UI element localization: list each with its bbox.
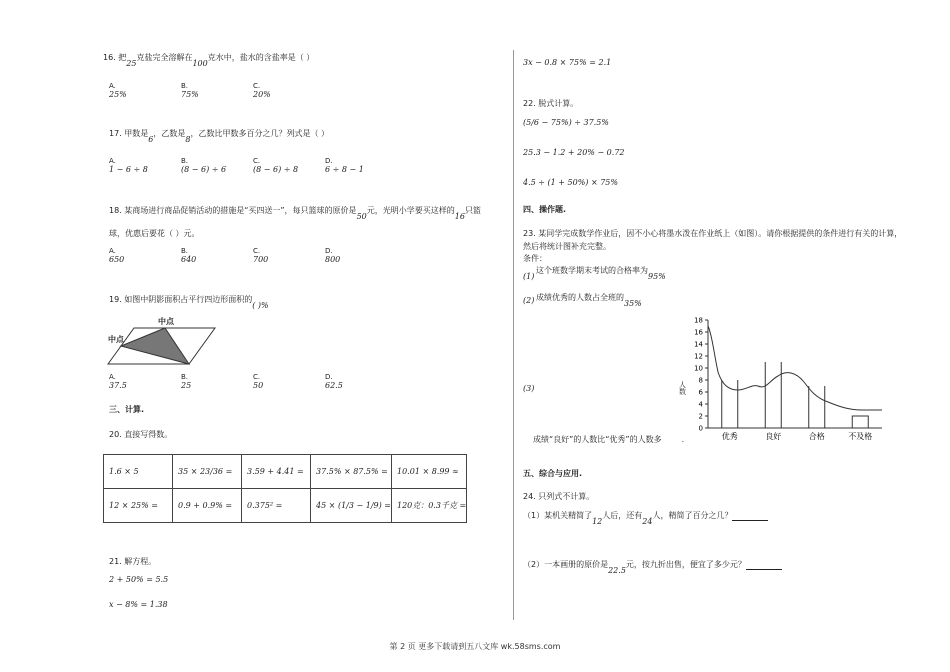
section-5-heading: 五、综合与应用.	[523, 469, 583, 478]
y-tick-label: 10	[694, 364, 703, 373]
q23-conditions-label: 条件：	[523, 254, 547, 263]
calc-cell[interactable]: 37.5% × 87.5% =	[311, 455, 392, 489]
q24-part-2: （2）一本画册的原价是22.5元，按九折出售，便宜了多少元？	[523, 559, 782, 570]
y-tick-label: 12	[694, 352, 703, 361]
condition-3-number: (3)	[523, 384, 535, 393]
x-category-label: 不及格	[848, 432, 873, 441]
q17-option-c[interactable]: C. (8 − 6) ÷ 8	[253, 157, 299, 174]
q17-stem: 17. 甲数是6，乙数是8，乙数比甲数多百分之几？列式是（ ）	[109, 129, 329, 144]
statistics-chart	[686, 314, 896, 444]
y-tick-label: 6	[698, 388, 703, 397]
condition-1-number: (1)	[523, 272, 535, 281]
calc-cell[interactable]: 0.9 + 0.9% =	[173, 489, 242, 523]
q18-option-d[interactable]: D. 800	[325, 247, 341, 264]
ink-blot-outline	[708, 326, 882, 410]
calc-cell[interactable]: 0.375² =	[242, 489, 311, 523]
q23-stem-line2: 然后将统计图补充完整。	[523, 242, 611, 251]
q17-option-b[interactable]: B. (8 − 6) ÷ 6	[181, 157, 227, 174]
q16-stem: 16. 把25克盐完全溶解在100克水中，盐水的含盐率是（ ）	[103, 53, 315, 68]
calc-cell[interactable]: 45 × (1/3 − 1/9) =	[311, 489, 392, 523]
answer-blank-2[interactable]	[746, 561, 782, 570]
calc-cell[interactable]: 120克：0.3千克 =	[392, 489, 467, 523]
q21-stem: 21. 解方程。	[109, 557, 157, 566]
q16-option-b[interactable]: B. 75%	[181, 82, 199, 99]
equation-3: 3x − 0.8 × 75% = 2.1	[523, 58, 612, 67]
y-tick-label: 0	[698, 424, 703, 433]
section-3-heading: 三、计算.	[109, 405, 145, 414]
q17-option-d[interactable]: D. 6 ÷ 8 − 1	[325, 157, 364, 174]
shaded-triangle	[121, 328, 189, 364]
calc-cell[interactable]: 35 × 23/36 =	[173, 455, 242, 489]
y-tick-label: 14	[694, 340, 703, 349]
page-footer: 第 2 页 更多下载请到五八文库 wk.58sms.com	[389, 642, 561, 651]
condition-2: 成绩优秀的人数占全班的35%	[536, 293, 642, 308]
expression-3: 4.5 ÷ (1 + 50%) × 75%	[523, 178, 618, 187]
q20-stem: 20. 直接写得数。	[109, 430, 173, 439]
q18-option-c[interactable]: C. 700	[253, 247, 269, 264]
q16-option-c[interactable]: C. 20%	[253, 82, 271, 99]
condition-2-number: (2)	[523, 296, 535, 305]
q18-stem-line2: 球，优惠后要花（ ）元。	[109, 229, 200, 238]
equation-2: x − 8% = 1.38	[109, 600, 168, 609]
q24-stem: 24. 只列式不计算。	[523, 492, 595, 501]
q22-stem: 22. 脱式计算。	[523, 99, 579, 108]
mental-math-table	[103, 454, 467, 523]
answer-blank-1[interactable]	[732, 512, 768, 521]
q18-option-a[interactable]: A. 650	[109, 247, 125, 264]
chart-y-axis-label: 人数	[679, 381, 686, 396]
x-category-label: 优秀	[721, 432, 738, 441]
q19-option-c[interactable]: C. 50	[253, 373, 264, 390]
bar	[852, 416, 868, 428]
q19-option-d[interactable]: D. 62.5	[325, 373, 343, 390]
section-4-heading: 四、操作题.	[523, 205, 567, 214]
q23-bottom-question: 成绩“良好”的人数比“优秀”的人数多 .	[533, 435, 685, 444]
q19-option-b[interactable]: B. 25	[181, 373, 192, 390]
expression-2: 25.3 − 1.2 + 20% − 0.72	[523, 148, 625, 157]
midpoint-left-label: 中点	[108, 335, 124, 344]
q18-stem-line1: 18. 某商场进行商品促销活动的措施是“买四送一”，每只篮球的原价是50元，光明小学要买这样的16只篮	[109, 206, 481, 221]
y-tick-label: 8	[698, 376, 703, 385]
expression-1: (5/6 − 75%) ÷ 37.5%	[523, 118, 609, 127]
y-tick-label: 18	[694, 316, 703, 325]
q16-option-a[interactable]: A. 25%	[109, 82, 127, 99]
calc-cell[interactable]: 12 × 25% =	[104, 489, 173, 523]
condition-1: 这个班数学期末考试的合格率为95%	[536, 266, 666, 281]
y-tick-label: 2	[698, 412, 703, 421]
q17-option-a[interactable]: A. 1 − 6 ÷ 8	[109, 157, 148, 174]
q24-part-1: （1）某机关精简了12人后，还有24人，精简了百分之几？	[523, 510, 768, 521]
q19-option-a[interactable]: A. 37.5	[109, 373, 127, 390]
calc-cell[interactable]: 3.59 + 4.41 =	[242, 455, 311, 489]
q18-option-b[interactable]: B. 640	[181, 247, 197, 264]
y-tick-label: 16	[694, 328, 703, 337]
x-category-label: 良好	[765, 432, 782, 441]
column-divider	[513, 50, 514, 620]
calc-cell[interactable]: 10.01 × 8.99 ≈	[392, 455, 467, 489]
y-tick-label: 4	[698, 400, 703, 409]
calc-cell[interactable]: 1.6 × 5	[104, 455, 173, 489]
equation-1: 2 + 50% = 5.5	[109, 575, 169, 584]
midpoint-top-label: 中点	[158, 317, 174, 326]
x-category-label: 合格	[808, 432, 825, 441]
q19-stem: 19. 如图中阴影面积占平行四边形面积的( )%	[109, 295, 269, 310]
q23-stem-line1: 23. 某同学完成数学作业后，因不小心将墨水泼在作业纸上（如图）。请你根据提供的条件进行有关的计算，	[523, 229, 903, 238]
